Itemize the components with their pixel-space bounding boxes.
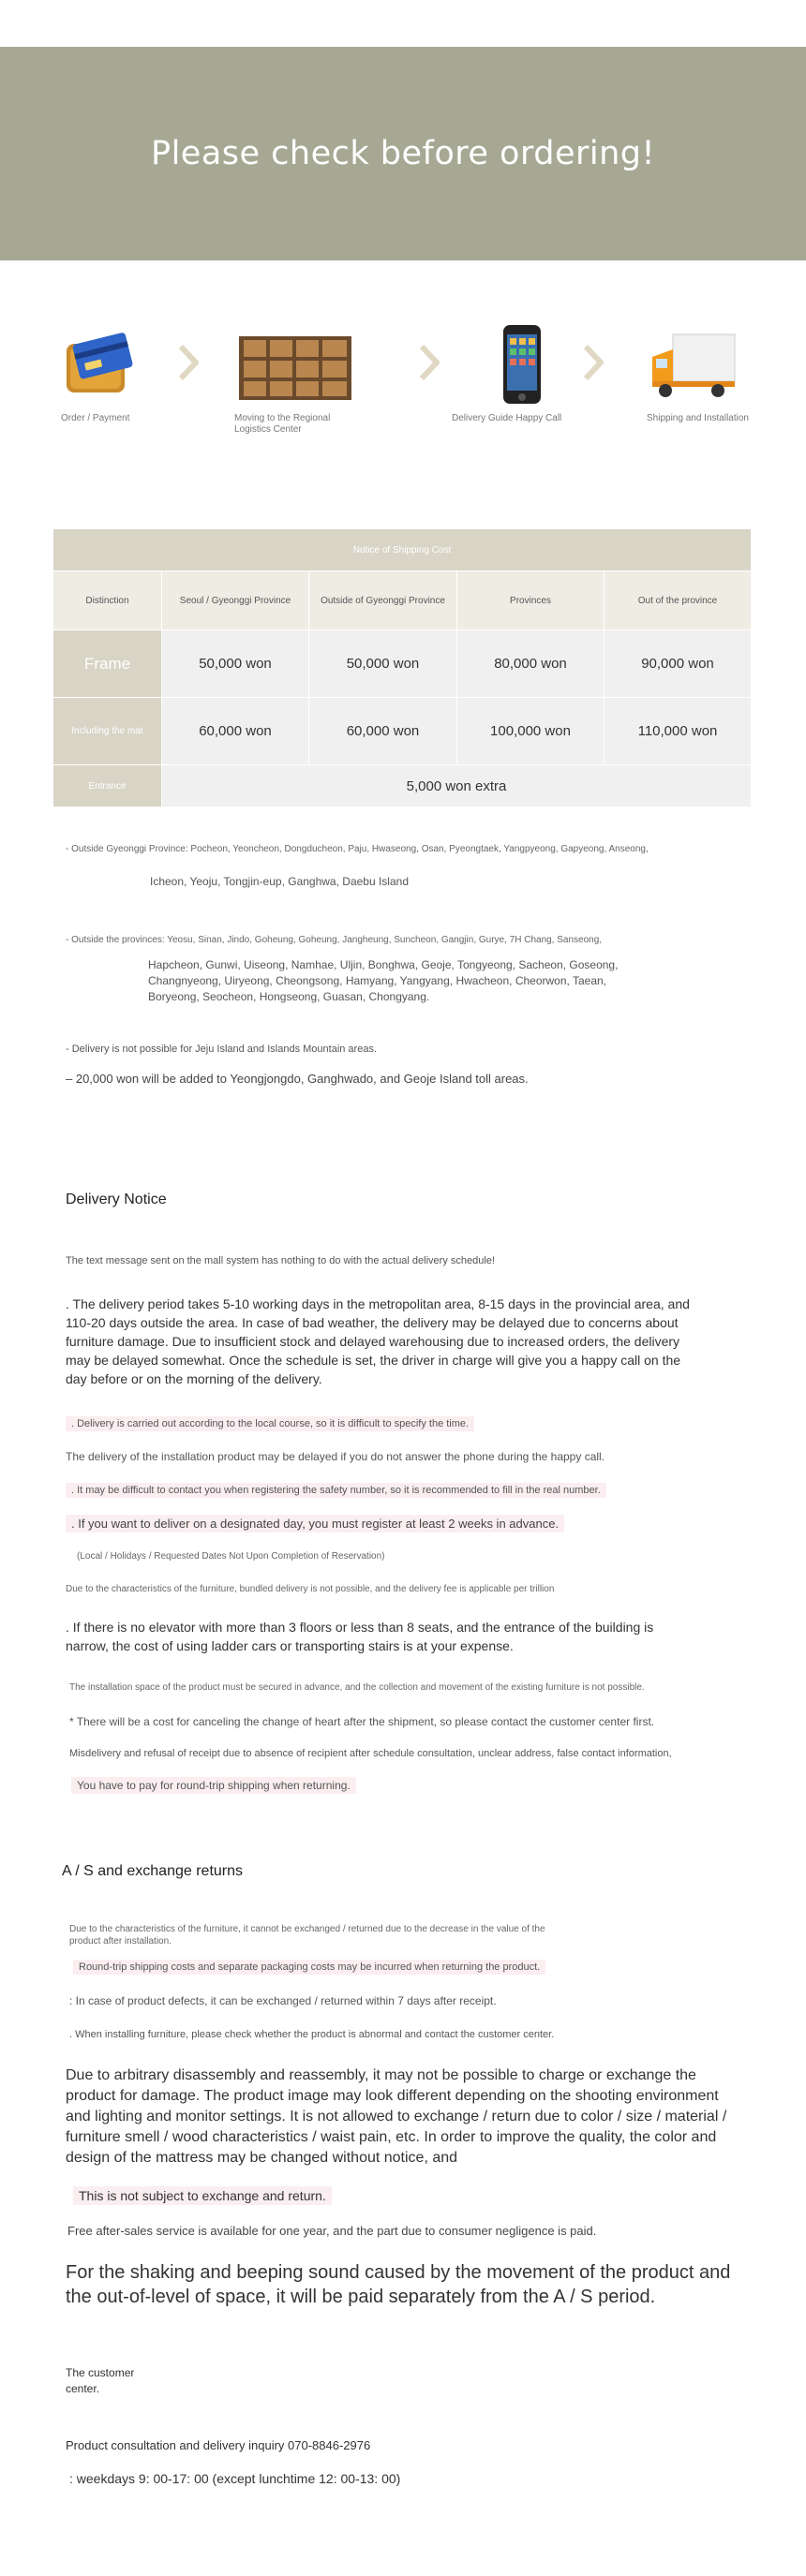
as-line: : In case of product defects, it can be exchanged / returned within 7 days after receipt. [69,1994,497,2007]
as-line: . When installing furniture, please check whether the product is abnormal and contact the customer center. [69,2029,555,2040]
phone-icon [499,323,583,407]
table-cell: 60,000 won [162,698,309,765]
table-cell: 5,000 won extra [162,765,752,807]
region-gyeonggi: - Outside Gyeonggi Province: Pocheon, Yeoncheon, Dongducheon, Paju, Hwaseong, Osan, Pyeongtaek, Yangpyeong, Gapyeong, Anseong, [66,844,649,854]
delivery-line: . The delivery period takes 5-10 working days in the metropolitan area, 8-15 days in the provincial area, and 110-20 days outside the area. In case of bad weather, the delivery may be delayed due to concerns about furniture damage. Due to insufficient stock and delayed warehousing due to increased orders, the delivery may be delayed somewhat. Once the schedule is set, the driver in charge will give you a happy call on the day before or on the morning of the delivery. [66,1296,690,1386]
table-row [53,698,752,765]
step-label: Delivery Guide Happy Call [452,413,562,423]
table-row [53,630,752,698]
delivery-title: Delivery Notice [66,1192,167,1207]
as-title: A / S and exchange returns [62,1863,244,1879]
region-gyeonggi-more: Icheon, Yeoju, Tongjin-eup, Ganghwa, Daebu Island [150,875,409,888]
as-line: Due to arbitrary disassembly and reassembly, it may not be possible to charge or exchange the product for damage. The product image may look different depending on the shooting environment and lighting and monitor settings. It is not allowed to exchange / return due to color / size / material / furniture smell / wood characteristics / waist pain, etc. In order to improve the quality, the color and design of the mattress may be changed without notice, and [66,2067,727,2166]
step-logistics-center [234,323,366,436]
hero-banner [0,47,806,260]
delivery-line: . If you want to deliver on a designated day, you must register at least 2 weeks in advance. [66,1515,564,1532]
row-label: Entrance [53,765,162,807]
step-happy-call [452,323,583,424]
warehouse-icon [234,323,366,407]
table-cell: 50,000 won [162,630,309,698]
table-cell: 80,000 won [457,630,604,698]
delivery-line: (Local / Holidays / Requested Dates Not Upon Completion of Reservation) [77,1551,385,1562]
delivery-line: . If there is no elevator with more than 3 floors or less than 8 seats, and the entrance of the building is narrow, the cost of using ladder cars or transporting stairs is at your expense. [66,1620,654,1653]
row-label: Frame [53,630,162,698]
customer-hours: : weekdays 9: 00-17: 00 (except lunchtime 12: 00-13: 00) [69,2471,401,2486]
table-cell: 90,000 won [604,630,752,698]
as-line: For the shaking and beeping sound caused by the movement of the product and the out-of-level of space, it will be paid separately from the A / S period. [66,2262,731,2307]
order-steps [52,323,754,436]
region-toll: – 20,000 won will be added to Yeongjongdo, Ganghwado, and Geoje Island toll areas. [66,1072,529,1086]
region-provinces-more: Hapcheon, Gunwi, Uiseong, Namhae, Uljin, Bonghwa, Geoje, Tongyeong, Sacheon, Goseong, Changnyeong, Uiryeong, Cheongsong, Hamyang, Yangyang, Hwacheon, Cheorwon, Taean, Boryeong, Seocheon, Hongseong, Guasan, Chongyang. [148,958,619,1003]
as-line: Due to the characteristics of the furniture, it cannot be exchanged / returned due to the decrease in the value of the product after installation. [69,1924,545,1947]
step-label: Order / Payment [61,413,130,423]
column-header: Provinces [457,571,604,630]
hero-title: Please check before ordering! [150,135,656,172]
delivery-line: Misdelivery and refusal of receipt due to absence of recipient after schedule consultation, unclear address, false contact information, [69,1748,672,1759]
row-label: Including the mat [53,698,162,765]
delivery-line: Due to the characteristics of the furniture, bundled delivery is not possible, and the delivery fee is applicable per trillion [66,1584,555,1594]
truck-icon [647,323,778,407]
chevron-right-icon [583,344,604,381]
step-label: Shipping and Installation [647,413,749,423]
table-cell: 60,000 won [309,698,457,765]
as-line: This is not subject to exchange and return. [73,2186,332,2205]
customer-phone: Product consultation and delivery inquiry 070-8846-2976 [66,2438,371,2452]
table-cell: 50,000 won [309,630,457,698]
customer-title: The customer center. [66,2366,135,2395]
chevron-right-icon [419,344,440,381]
wallet-card-icon [61,323,192,407]
step-order-payment [61,323,192,424]
table-cell: 100,000 won [457,698,604,765]
delivery-line: The delivery of the installation product may be delayed if you do not answer the phone during the happy call. [66,1450,605,1463]
shipping-cost-table [53,529,752,807]
region-provinces: - Outside the provinces: Yeosu, Sinan, Jindo, Goheung, Goheung, Jangheung, Suncheon, Gangjin, Gurye, 7H Chang, Sanseong, [66,935,603,945]
region-jeju: - Delivery is not possible for Jeju Island and Islands Mountain areas. [66,1044,378,1055]
chevron-right-icon [178,344,199,381]
column-header: Seoul / Gyeonggi Province [162,571,309,630]
delivery-line: . Delivery is carried out according to the local course, so it is difficult to specify the time. [66,1416,474,1431]
table-cell: 110,000 won [604,698,752,765]
delivery-line: The installation space of the product must be secured in advance, and the collection and movement of the existing furniture is not possible. [69,1682,645,1693]
table-title: Notice of Shipping Cost [53,529,752,571]
column-header: Out of the province [604,571,752,630]
as-line: Free after-sales service is available for one year, and the part due to consumer negligence is paid. [67,2224,597,2238]
as-line: Round-trip shipping costs and separate packaging costs may be incurred when returning the product. [73,1960,545,1975]
column-header: Outside of Gyeonggi Province [309,571,457,630]
table-row [53,765,752,807]
table-header-label: Distinction [53,571,162,630]
step-label: Moving to the Regional Logistics Center [234,413,331,435]
step-shipping-installation [647,323,778,424]
delivery-line: You have to pay for round-trip shipping when returning. [71,1777,356,1794]
delivery-line: The text message sent on the mall system has nothing to do with the actual delivery schedule! [66,1255,495,1266]
delivery-line: . It may be difficult to contact you when registering the safety number, so it is recommended to fill in the real number. [66,1483,606,1498]
delivery-line: * There will be a cost for canceling the change of heart after the shipment, so please contact the customer center first. [69,1715,655,1728]
